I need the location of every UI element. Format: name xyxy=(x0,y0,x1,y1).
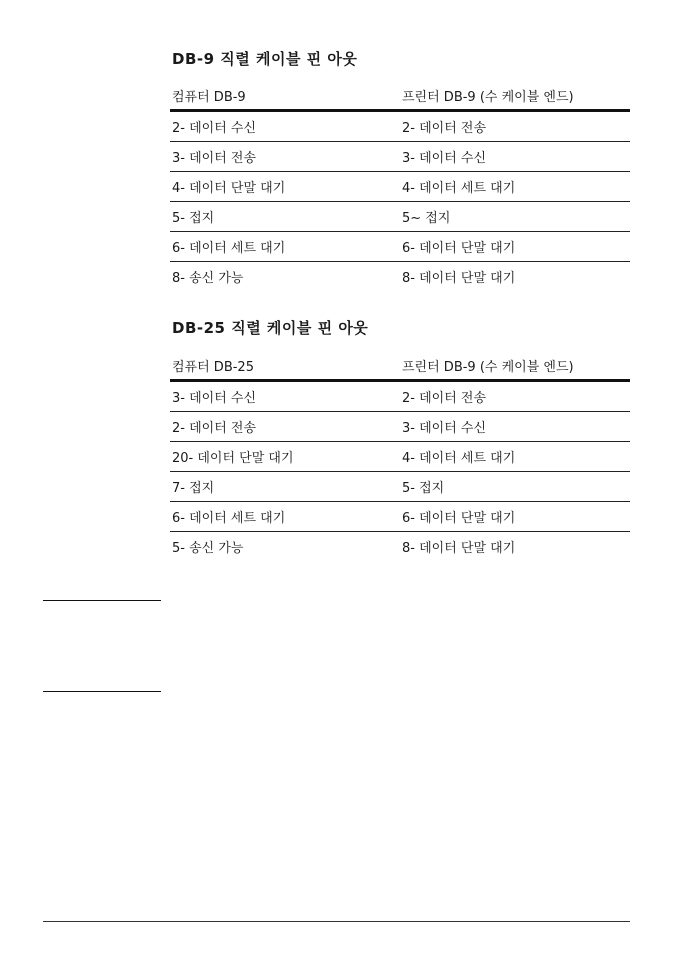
db25-header-printer: 프린터 DB-9 (수 케이블 엔드) xyxy=(400,352,630,381)
db25-section-title: DB-25 직렬 케이블 핀 아웃 xyxy=(172,319,369,337)
margin-note-rule-bottom xyxy=(43,691,161,692)
table-row xyxy=(170,262,630,292)
db25-computer-pin: 5- 송신 가능 xyxy=(172,541,244,556)
margin-note-rule-top xyxy=(43,600,161,601)
db9-computer-pin: 2- 데이터 수신 xyxy=(170,111,400,142)
db25-computer-pin: 6- 데이터 세트 대기 xyxy=(170,502,400,532)
db9-printer-pin: 2- 데이터 전송 xyxy=(400,111,630,142)
footer-divider xyxy=(43,921,630,922)
db25-printer-pin: 4- 데이터 세트 대기 xyxy=(400,442,630,472)
table-row xyxy=(170,232,630,262)
db9-printer-pin: 4- 데이터 세트 대기 xyxy=(400,172,630,202)
db9-printer-pin: 6- 데이터 단말 대기 xyxy=(400,232,630,262)
db9-header-printer: 프린터 DB-9 (수 케이블 엔드) xyxy=(400,82,630,111)
db25-printer-pin: 6- 데이터 단말 대기 xyxy=(400,502,630,532)
table-row xyxy=(170,111,630,142)
db9-pinout-table xyxy=(170,82,630,291)
table-header-row xyxy=(170,82,630,111)
db25-printer-pin: 3- 데이터 수신 xyxy=(400,412,630,442)
table-row xyxy=(170,472,630,502)
db25-printer-pin: 5- 접지 xyxy=(400,472,630,502)
table-row xyxy=(170,172,630,202)
db25-pinout-table xyxy=(170,352,630,561)
table-row xyxy=(170,202,630,232)
db9-section-title: DB-9 직렬 케이블 핀 아웃 xyxy=(172,50,358,68)
db25-printer-pin: 8- 데이터 단말 대기 xyxy=(402,541,516,556)
db9-printer-pin: 5~ 접지 xyxy=(400,202,630,232)
db9-printer-pin: 8- 데이터 단말 대기 xyxy=(402,271,516,286)
db9-header-computer: 컴퓨터 DB-9 xyxy=(170,82,400,111)
table-row xyxy=(170,502,630,532)
db9-computer-pin: 8- 송신 가능 xyxy=(172,271,244,286)
db25-computer-pin: 7- 접지 xyxy=(170,472,400,502)
db25-printer-pin: 2- 데이터 전송 xyxy=(400,381,630,412)
db9-computer-pin: 6- 데이터 세트 대기 xyxy=(170,232,400,262)
db25-computer-pin: 3- 데이터 수신 xyxy=(170,381,400,412)
db9-computer-pin: 3- 데이터 전송 xyxy=(170,142,400,172)
db9-computer-pin: 4- 데이터 단말 대기 xyxy=(170,172,400,202)
table-header-row xyxy=(170,352,630,381)
table-row xyxy=(170,532,630,562)
db25-computer-pin: 20- 데이터 단말 대기 xyxy=(170,442,400,472)
table-row xyxy=(170,142,630,172)
db25-header-computer: 컴퓨터 DB-25 xyxy=(170,352,400,381)
db9-printer-pin: 3- 데이터 수신 xyxy=(400,142,630,172)
table-row xyxy=(170,381,630,412)
db25-computer-pin: 2- 데이터 전송 xyxy=(170,412,400,442)
db9-computer-pin: 5- 접지 xyxy=(170,202,400,232)
table-row xyxy=(170,412,630,442)
table-row xyxy=(170,442,630,472)
